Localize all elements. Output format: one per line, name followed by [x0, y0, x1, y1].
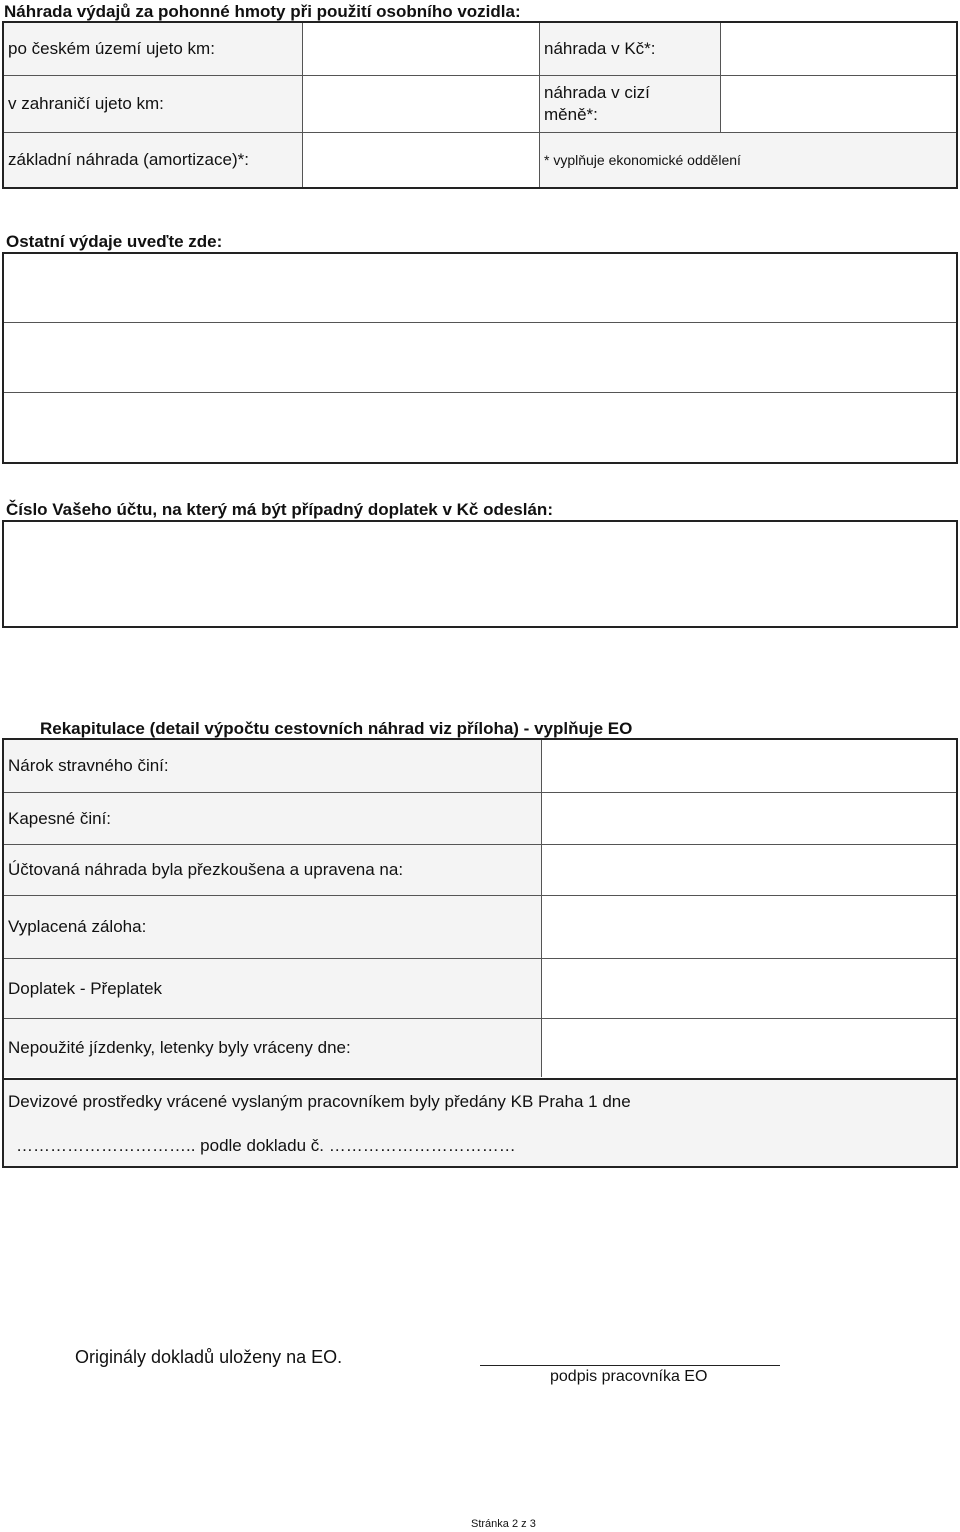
recap-row-value[interactable] — [541, 896, 956, 958]
recap-row — [4, 1019, 956, 1077]
signature-line[interactable] — [480, 1365, 780, 1366]
base-compensation-field[interactable] — [303, 133, 539, 187]
recap-row-value[interactable] — [541, 1019, 956, 1077]
czk-compensation-label — [540, 23, 720, 75]
other-expenses-title: Ostatní výdaje uveďte zde: — [6, 232, 223, 251]
km-domestic-label — [4, 23, 302, 75]
base-compensation-label — [4, 133, 302, 187]
recap-row — [4, 896, 956, 958]
recap-row-label: Nárok stravného činí: — [4, 740, 541, 792]
recap-row — [4, 793, 956, 844]
foreign-compensation-field[interactable] — [721, 76, 956, 132]
km-abroad-label — [4, 76, 302, 132]
fuel-table — [2, 21, 958, 189]
signature-caption: podpis pracovníka EO — [550, 1368, 708, 1385]
km-abroad-text: v zahraničí ujeto km: — [8, 94, 164, 113]
foreign-compensation-label — [540, 76, 720, 132]
czk-compensation-field[interactable] — [721, 23, 956, 75]
originals-note: Originály dokladů uloženy na EO. — [75, 1347, 343, 1367]
foreign-funds-row — [4, 1080, 956, 1166]
recap-row-label: Nepoužité jízdenky, letenky byly vráceny dne: — [4, 1019, 541, 1077]
other-expenses-box[interactable] — [2, 252, 958, 464]
km-domestic-text: po českém území ujeto km: — [8, 39, 215, 58]
economic-department-note — [540, 133, 956, 187]
foreign-compensation-text-2: měně*: — [544, 105, 598, 124]
recap-row — [4, 959, 956, 1018]
km-domestic-field[interactable] — [303, 23, 539, 75]
account-number-field[interactable] — [2, 520, 958, 628]
foreign-funds-line-1: Devizové prostředky vrácené vyslaným pracovníkem byly předány KB Praha 1 dne — [8, 1092, 631, 1111]
recap-row-label: Vyplacená záloha: — [4, 896, 541, 958]
recap-row-value[interactable] — [541, 959, 956, 1018]
page-number: Stránka 2 z 3 — [471, 1518, 536, 1530]
fuel-section-title: Náhrada výdajů za pohonné hmoty při použití osobního vozidla: — [4, 2, 521, 21]
account-number-title: Číslo Vašeho účtu, na který má být případný doplatek v Kč odeslán: — [6, 500, 553, 519]
foreign-funds-line-2[interactable]: ………………………….. podle dokladu č. …………………………… — [16, 1136, 516, 1155]
recap-row-label: Doplatek - Přeplatek — [4, 959, 541, 1018]
recap-row-label: Účtovaná náhrada byla přezkoušena a upravena na: — [4, 845, 541, 895]
km-abroad-field[interactable] — [303, 76, 539, 132]
recap-row-value[interactable] — [541, 845, 956, 895]
czk-compensation-text: náhrada v Kč*: — [544, 39, 656, 58]
foreign-compensation-text-1: náhrada v cizí — [544, 83, 650, 102]
recap-row-value[interactable] — [541, 793, 956, 844]
recap-title: Rekapitulace (detail výpočtu cestovních náhrad viz příloha) - vyplňuje EO — [40, 719, 633, 738]
base-compensation-text: základní náhrada (amortizace)*: — [8, 150, 249, 169]
recap-row-label: Kapesné činí: — [4, 793, 541, 844]
recap-row — [4, 845, 956, 895]
recap-row — [4, 740, 956, 792]
economic-department-note-text: * vyplňuje ekonomické oddělení — [544, 152, 741, 168]
recap-table — [2, 738, 958, 1168]
recap-row-value[interactable] — [541, 740, 956, 792]
